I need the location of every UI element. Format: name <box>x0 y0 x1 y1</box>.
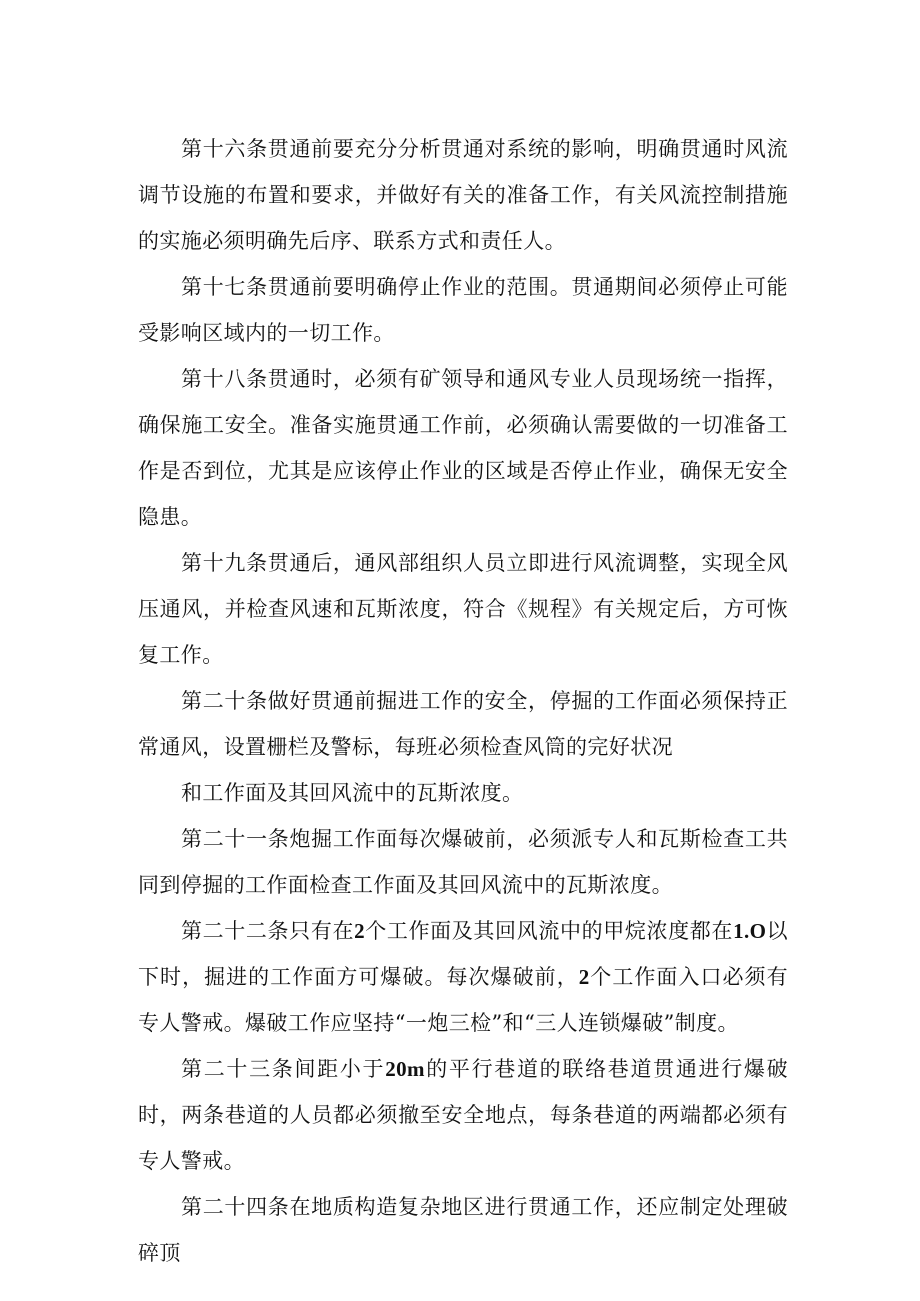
paragraph-article-23 <box>138 1046 788 1184</box>
article-22-text-2: 个工作面及其回风流中的甲烷浓度都在 <box>365 919 734 943</box>
article-22-text-3: 以下时，掘进的工作面方可爆破。每次爆破前， <box>138 919 788 989</box>
paragraph-article-20: 第二十条做好贯通前掘进工作的安全，停掘的工作面必须保持正常通风，设置栅栏及警标，每班必须检查风筒的完好状况 <box>138 689 788 759</box>
article-22-text-4: 个工作面入口必须有专人警戒。爆破工作应坚持“一炮三检”和“三人连锁爆破”制度。 <box>138 965 788 1035</box>
paragraph-article-19: 第十九条贯通后，通风部组织人员立即进行风流调整，实现全风压通风，并检查风速和瓦斯浓度，符合《规程》有关规定后，方可恢复工作。 <box>138 551 788 667</box>
paragraph-article-18: 第十八条贯通时，必须有矿领导和通风专业人员现场统一指挥，确保施工安全。准备实施贯通工作前，必须确认需要做的一切准备工作是否到位，尤其是应该停止作业的区域是否停止作业，确保无安全隐患。 <box>138 367 788 529</box>
paragraph-article-24: 第二十四条在地质构造复杂地区进行贯通工作，还应制定处理破碎顶 <box>138 1195 788 1265</box>
document-page <box>138 126 788 1276</box>
article-22-number-1: 2 <box>354 919 365 943</box>
article-23-text-2: 的平行巷道的联络巷道贯通进行爆破时，两条巷道的人员都必须撤至安全地点，每条巷道的两端都必须有专人警戒。 <box>138 1057 788 1173</box>
article-23-number-1: 20m <box>385 1057 425 1081</box>
article-22-text-1: 第二十二条只有在 <box>181 919 355 943</box>
paragraph-article-22 <box>138 908 788 1046</box>
paragraph-article-21: 第二十一条炮掘工作面每次爆破前，必须派专人和瓦斯检查工共同到停掘的工作面检查工作面及其回风流中的瓦斯浓度。 <box>138 827 788 897</box>
article-22-number-3: 2 <box>578 965 590 989</box>
article-23-text-1: 第二十三条间距小于 <box>181 1057 386 1081</box>
paragraph-article-17: 第十七条贯通前要明确停止作业的范围。贯通期间必须停止可能受影响区域内的一切工作。 <box>138 275 788 345</box>
paragraph-article-20-continued: 和工作面及其回风流中的瓦斯浓度。 <box>181 781 524 805</box>
paragraph-article-16: 第十六条贯通前要充分分析贯通对系统的影响，明确贯通时风流调节设施的布置和要求，并做好有关的准备工作，有关风流控制措施的实施必须明确先后序、联系方式和责任人。 <box>138 137 788 253</box>
article-22-number-2: 1.O <box>733 919 767 943</box>
